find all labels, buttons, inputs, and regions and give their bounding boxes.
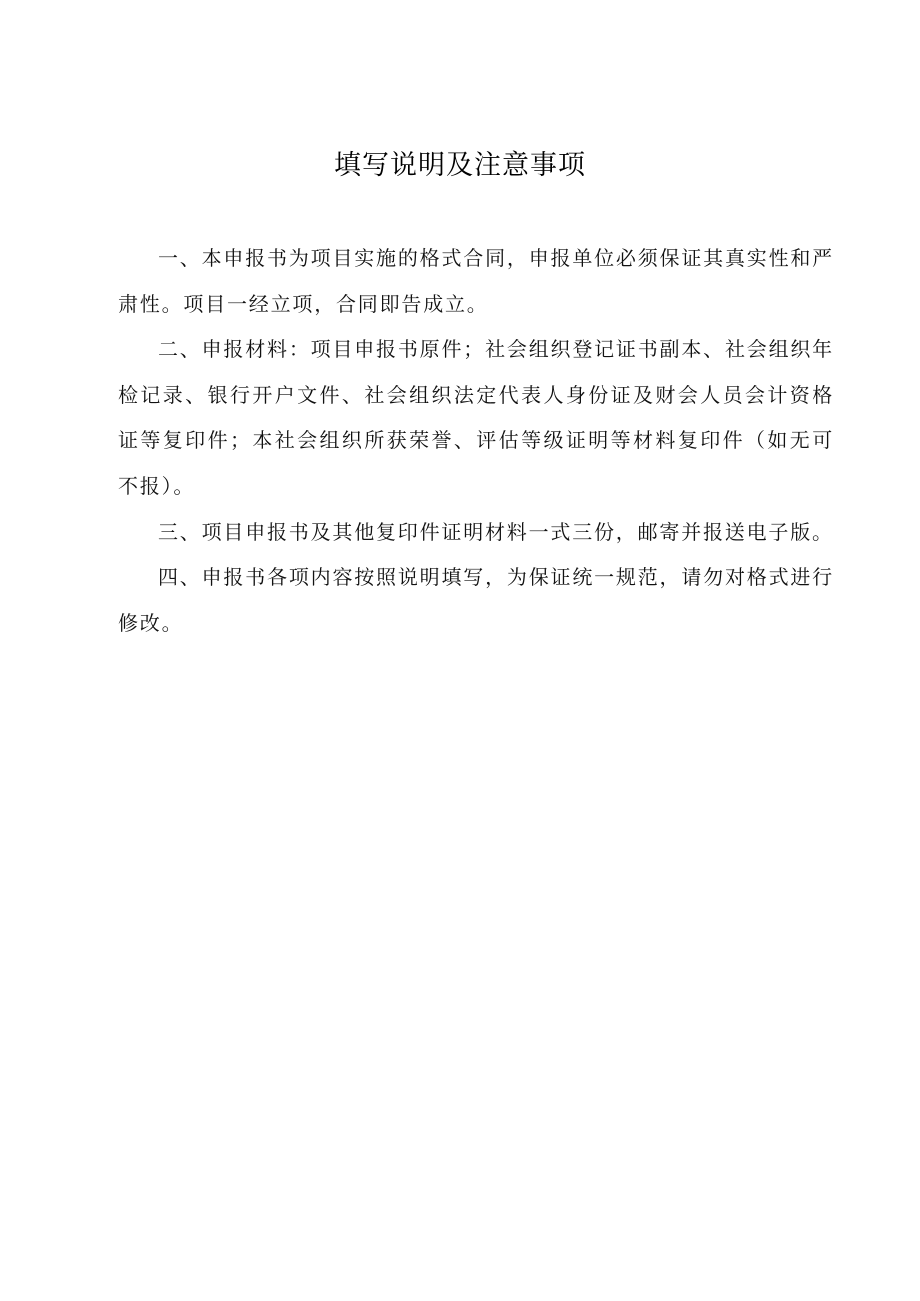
instruction-paragraph-2: 二、申报材料：项目申报书原件；社会组织登记证书副本、社会组织年检记录、银行开户文件、社会组织法定代表人身份证及财会人员会计资格证等复印件；本社会组织所获荣誉、评估等级证明等材料复印件（如无可不报）。 (118, 337, 834, 498)
instruction-paragraph-1: 一、本申报书为项目实施的格式合同，申报单位必须保证其真实性和严肃性。项目一经立项，合同即告成立。 (118, 246, 834, 316)
page-title: 填写说明及注意事项 (334, 150, 586, 181)
instruction-paragraph-4: 四、申报书各项内容按照说明填写，为保证统一规范，请勿对格式进行修改。 (118, 565, 834, 635)
instruction-paragraph-3: 三、项目申报书及其他复印件证明材料一式三份，邮寄并报送电子版。 (158, 519, 834, 544)
instructions-body (118, 236, 834, 646)
